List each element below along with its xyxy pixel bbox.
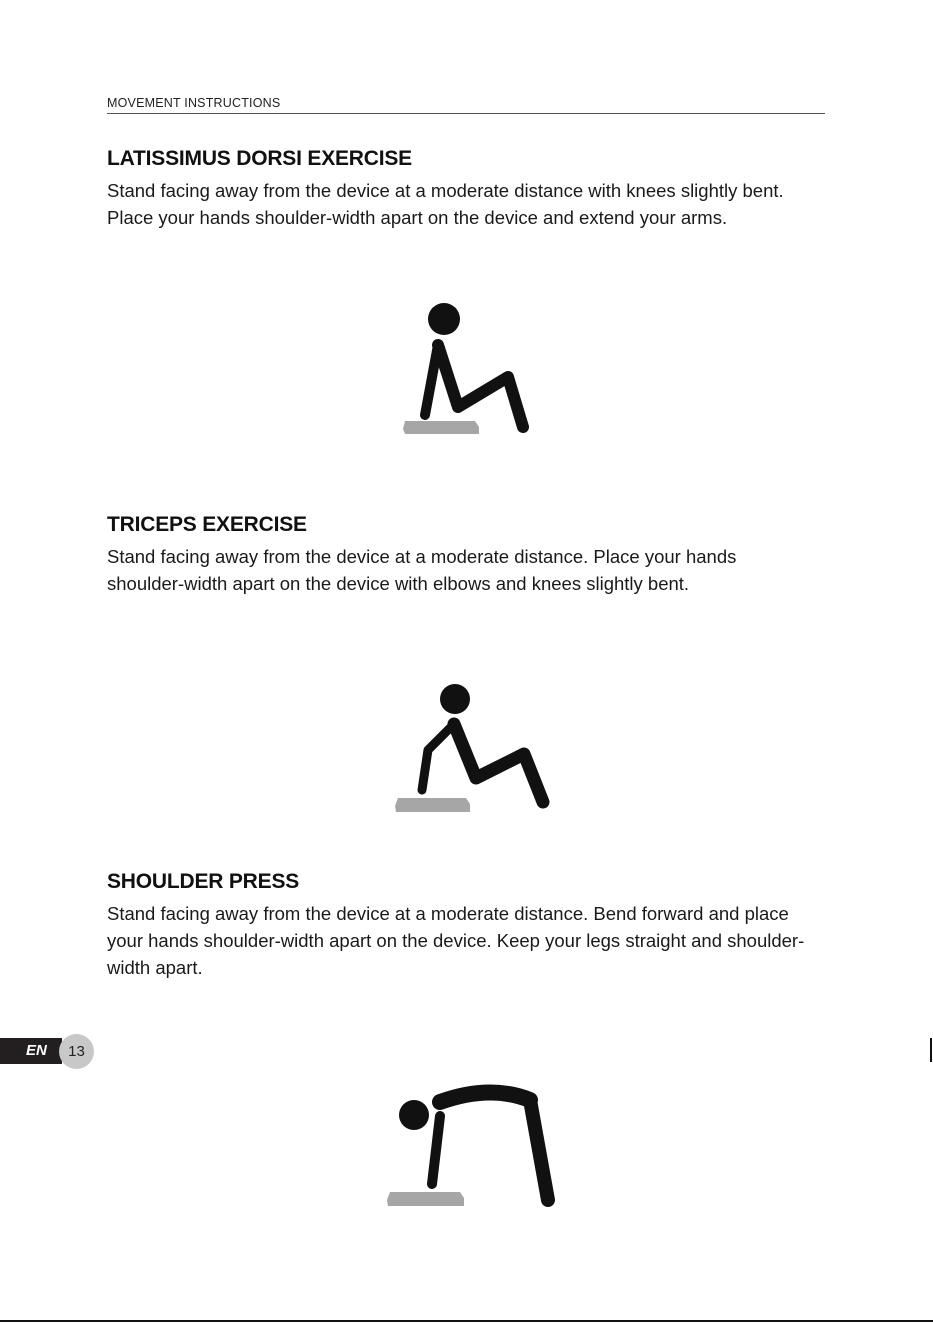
bottom-divider [0, 1320, 933, 1322]
section-text: Stand facing away from the device at a moderate distance. Place your hands shoulder-width apart on the device with elbows and knees slightly bent. [107, 546, 737, 594]
section-triceps [107, 513, 807, 597]
section-text: Stand facing away from the device at a moderate distance with knees slightly bent. Place your hands shoulder-width apart on the device and extend your arms. [107, 180, 784, 228]
language-tab: EN [0, 1038, 62, 1064]
section-latissimus-dorsi [107, 147, 807, 231]
section-shoulder-press [107, 870, 807, 981]
person-bent-elbows-icon [388, 678, 558, 818]
section-title: SHOULDER PRESS [107, 870, 300, 893]
section-title: LATISSIMUS DORSI EXERCISE [107, 147, 412, 170]
page-number-badge: 13 [59, 1034, 94, 1069]
header-title: MOVEMENT INSTRUCTIONS [107, 96, 281, 110]
edge-marker [930, 1038, 932, 1062]
person-kneeling-arms-extended-icon [395, 295, 545, 440]
person-bent-forward-icon [380, 1080, 565, 1215]
page-header [107, 96, 825, 114]
section-title: TRICEPS EXERCISE [107, 513, 307, 536]
section-text: Stand facing away from the device at a moderate distance. Bend forward and place your hands shoulder-width apart on the device. Keep your legs straight and shoulder-width apart. [107, 903, 805, 978]
